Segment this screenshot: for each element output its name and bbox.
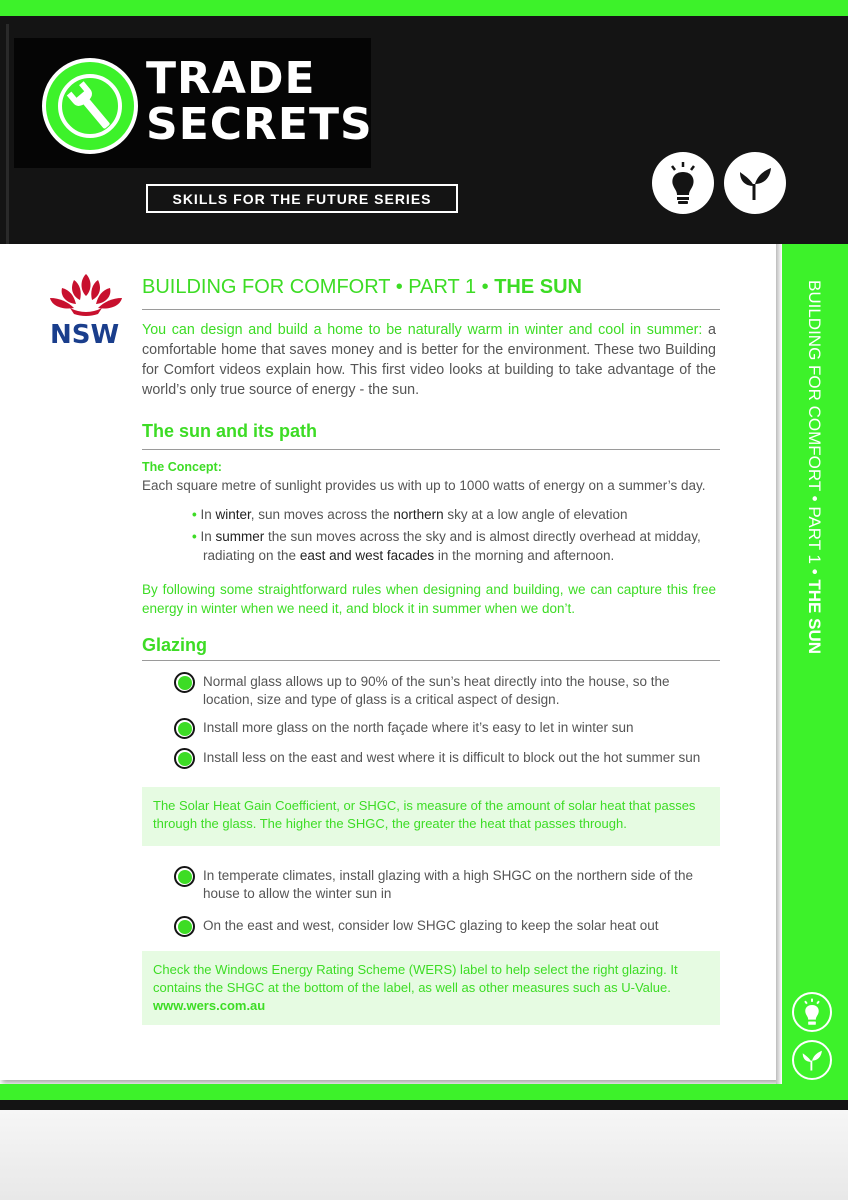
bullet-keyword: summer [215, 529, 265, 544]
top-green-stripe [0, 0, 848, 16]
brand-title-line1: TRADE [146, 53, 316, 104]
document-title [142, 276, 720, 299]
brand-title-line2: SECRETS [146, 99, 373, 150]
thumbs-up-icon [174, 866, 195, 887]
wers-note-text: Check the Windows Energy Rating Scheme (WERS) label to help select the right glazing. It contains the SHGC at the bottom of the label, as well as other measures such as U-Value. [153, 962, 678, 995]
sidebar-vertical-title [800, 280, 830, 660]
sidebar-title-main: BUILDING FOR COMFORT • PART 1 • [805, 280, 824, 580]
intro-body: a comfortable home that saves money and is better for the environment. These two Building for Comfort videos explain how. This first video looks at building to take advantage of the world’s only true source of energy - the sun. [142, 322, 716, 398]
wers-note-box [142, 951, 720, 1025]
sidebar-sprout-icon [792, 1040, 832, 1080]
bullet-text: In [200, 507, 216, 522]
bullet-keyword: east and west facades [299, 548, 435, 563]
section2-divider [142, 660, 720, 661]
sidebar-title-bold: THE SUN [805, 579, 824, 655]
bottom-green-stripe [0, 1084, 848, 1100]
lightbulb-icon [652, 152, 714, 214]
concept-text: Each square metre of sunlight provides us with up to 1000 watts of energy on a summer’s day. [142, 478, 706, 493]
brand-title [146, 53, 373, 150]
tip-text: On the east and west, consider low SHGC glazing to keep the solar heat out [203, 918, 659, 933]
bullet-text: the sun moves across the sky and is almost directly overhead at midday, radiating on the [203, 529, 701, 563]
bottom-dark-stripe [0, 1100, 848, 1110]
nsw-logo-text: NSW [50, 320, 120, 350]
section1-divider [142, 449, 720, 450]
tip-text: In temperate climates, install glazing with a high SHGC on the northern side of the house to allow the winter sun in [203, 868, 694, 901]
list-item [192, 505, 720, 524]
wers-link[interactable]: www.wers.com.au [153, 998, 266, 1013]
tip-text: Install more glass on the north façade where it’s easy to let in winter sun [203, 720, 634, 735]
section-heading-glazing: Glazing [142, 635, 208, 655]
shgc-note-box: The Solar Heat Gain Coefficient, or SHGC, is measure of the amount of solar heat that passes through the glass. The higher the SHGC, the greater the heat that passes through. [142, 787, 720, 846]
thumbs-up-icon [174, 916, 195, 937]
bullet-text: , sun moves across the [250, 507, 394, 522]
bullet-dot: • [192, 507, 201, 522]
tip-text: Install less on the east and west where it is difficult to block out the hot summer sun [203, 750, 701, 765]
intro-paragraph [142, 320, 716, 400]
concept-label: The Concept: [142, 460, 222, 474]
thumbs-up-icon [174, 748, 195, 769]
thumbs-up-icon [174, 718, 195, 739]
sidebar-shadow [776, 244, 782, 1084]
section-heading-sun-path: The sun and its path [142, 421, 318, 441]
header-edge-line [6, 24, 9, 244]
thumbs-up-icon [174, 672, 195, 693]
bullet-dot: • [192, 529, 201, 544]
intro-lead: You can design and build a home to be naturally warm in winter and cool in summer: [142, 322, 703, 338]
sidebar-lightbulb-icon [792, 992, 832, 1032]
page-footer-area [0, 1110, 848, 1200]
wrench-icon [42, 58, 138, 154]
title-divider [142, 309, 720, 310]
list-item [192, 527, 720, 565]
bullet-keyword: northern [393, 507, 444, 522]
document-title-bold: THE SUN [494, 276, 583, 298]
document-title-main: BUILDING FOR COMFORT • PART 1 • [142, 276, 495, 298]
bullet-text: sky at a low angle of elevation [443, 507, 628, 522]
series-label: SKILLS FOR THE FUTURE SERIES [146, 184, 458, 213]
bullet-text: in the morning and afternoon. [434, 548, 615, 563]
bullet-keyword: winter [215, 507, 251, 522]
capture-statement: By following some straightforward rules when designing and building, we can capture this free energy in winter when we need it, and block it in summer when we don’t. [142, 582, 716, 616]
tip-text: Normal glass allows up to 90% of the sun’s heat directly into the house, so the location, size and type of glass is a critical aspect of design. [203, 674, 670, 707]
bullet-text: In [200, 529, 216, 544]
sprout-icon [724, 152, 786, 214]
